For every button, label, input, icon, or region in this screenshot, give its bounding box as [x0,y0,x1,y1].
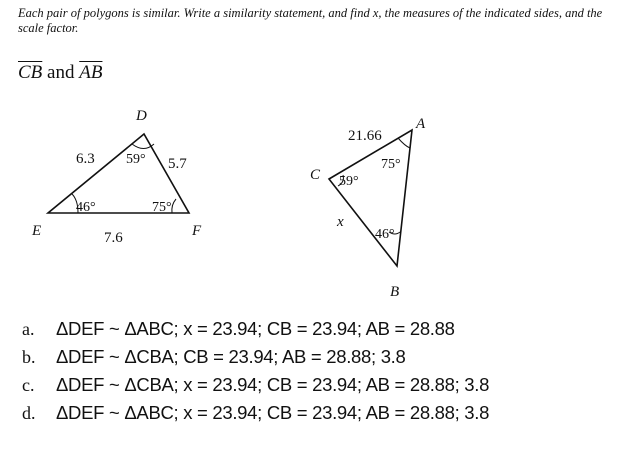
side-df-label: 5.7 [168,156,187,172]
choice-text: ΔDEF ~ ΔABC; x = 23.94; CB = 23.94; AB = 28.88; 3.8 [56,402,490,423]
vertex-a: A [416,116,426,132]
vertex-d: D [136,108,147,124]
segment-ab: $\overline{AB}$ [79,62,103,83]
angle-a-arc [398,138,410,148]
side-de-label: 6.3 [76,151,95,167]
triangles-diagram [0,95,627,310]
choice-text: ΔDEF ~ ΔABC; x = 23.94; CB = 23.94; AB = 28.88 [56,318,455,339]
prompt-and: and [42,62,80,83]
prompt [18,62,102,84]
vertex-f: F [192,223,202,239]
segment-cb: $\overline{CB}$ [18,62,43,83]
side-cb-label: x [337,214,344,230]
choice-letter: c. [22,375,35,395]
angle-f-label: 75° [152,200,172,215]
figure [0,95,627,315]
vertex-e: E [32,223,42,239]
choice-b[interactable] [22,346,489,374]
vertex-c: C [310,167,321,183]
side-ca-label: 21.66 [348,128,382,144]
choice-d[interactable] [22,402,489,430]
choice-a[interactable] [22,318,489,346]
choice-text: ΔDEF ~ ΔCBA; CB = 23.94; AB = 28.88; 3.8 [56,346,406,367]
angle-e-label: 46° [76,200,96,215]
choice-letter: d. [22,403,36,423]
angle-b-label: 46° [375,227,395,242]
instructions: Each pair of polygons is similar. Write a similarity statement, and find x, the measures of the indicated sides, and the scale factor. [18,6,603,35]
choice-c[interactable] [22,374,489,402]
side-ef-label: 7.6 [104,230,123,246]
choice-letter: a. [22,319,35,339]
vertex-b: B [390,284,400,300]
angle-d-label: 59° [126,152,146,167]
choice-text: ΔDEF ~ ΔCBA; x = 23.94; CB = 23.94; AB = 28.88; 3.8 [56,374,490,395]
answer-choices [22,318,489,430]
angle-f-arc [172,199,176,213]
choice-letter: b. [22,347,36,367]
triangle-abc [329,130,412,266]
angle-c-label: 59° [339,174,359,189]
angle-a-label: 75° [381,157,401,172]
